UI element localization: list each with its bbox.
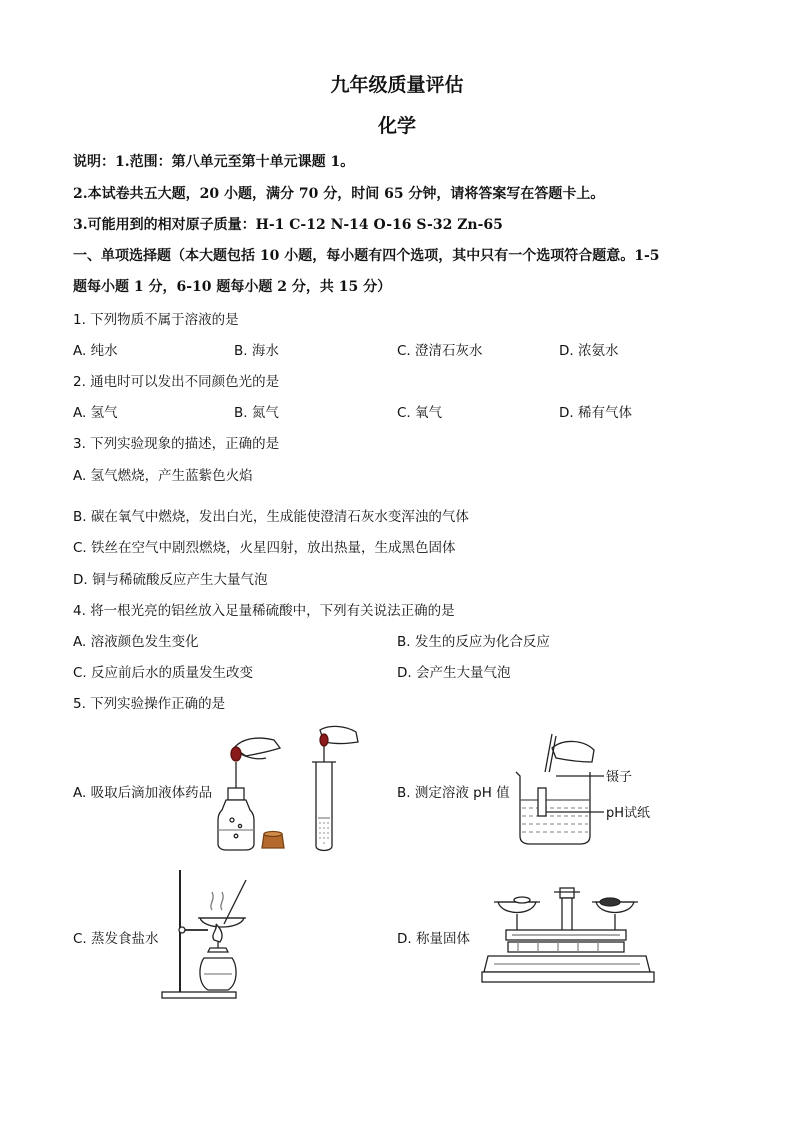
q5-option-b: B. 测定溶液 pH 值	[397, 785, 510, 801]
question-2-stem: 2. 通电时可以发出不同颜色光的是	[73, 374, 280, 390]
q2-option-b: B. 氮气	[234, 405, 279, 421]
evaporation-setup-figure	[158, 866, 268, 1002]
q3-option-d: D. 铜与稀硫酸反应产生大量气泡	[73, 572, 268, 588]
q4-option-b: B. 发生的反应为化合反应	[397, 634, 550, 650]
note-line-3: 3.可能用到的相对原子质量：H-1 C-12 N-14 O-16 S-32 Zn-65	[73, 217, 503, 233]
exam-title: 九年级质量评估	[330, 74, 464, 96]
question-3-stem: 3. 下列实验现象的描述，正确的是	[73, 436, 280, 452]
q2-option-c: C. 氧气	[397, 405, 443, 421]
section-heading-line-2: 题每小题 1 分，6-10 题每小题 2 分，共 15 分）	[73, 279, 392, 295]
question-5-stem: 5. 下列实验操作正确的是	[73, 696, 226, 712]
q3-option-b: B. 碳在氧气中燃烧，发出白光，生成能使澄清石灰水变浑浊的气体	[73, 509, 469, 525]
q2-option-a: A. 氢气	[73, 405, 118, 421]
q3-option-a: A. 氢气燃烧，产生蓝紫色火焰	[73, 468, 253, 484]
q5-option-d: D. 称量固体	[397, 931, 470, 947]
q1-option-a: A. 纯水	[73, 343, 118, 359]
q1-option-d: D. 浓氨水	[559, 343, 619, 359]
q4-option-d: D. 会产生大量气泡	[397, 665, 511, 681]
dropper-bottle-figure	[212, 722, 372, 857]
ph-measurement-figure	[512, 728, 672, 850]
ph-paper-label: pH试纸	[606, 806, 651, 821]
question-1-stem: 1. 下列物质不属于溶液的是	[73, 312, 239, 328]
question-4-stem: 4. 将一根光亮的铝丝放入足量稀硫酸中，下列有关说法正确的是	[73, 603, 455, 619]
q5-option-c: C. 蒸发食盐水	[73, 931, 159, 947]
q3-option-c: C. 铁丝在空气中剧烈燃烧，火星四射，放出热量，生成黑色固体	[73, 540, 456, 556]
section-heading-line-1: 一、单项选择题（本大题包括 10 小题，每小题有四个选项，其中只有一个选项符合题意。1-5	[73, 248, 660, 264]
subject-title: 化学	[377, 115, 416, 137]
q1-option-c: C. 澄清石灰水	[397, 343, 483, 359]
balance-figure	[478, 882, 658, 990]
q4-option-a: A. 溶液颜色发生变化	[73, 634, 199, 650]
note-line-1: 说明：1.范围：第八单元至第十单元课题 1。	[73, 154, 355, 170]
note-line-2: 2.本试卷共五大题，20 小题，满分 70 分，时间 65 分钟，请将答案写在答题卡上。	[73, 186, 605, 202]
q4-option-c: C. 反应前后水的质量发生改变	[73, 665, 254, 681]
q2-option-d: D. 稀有气体	[559, 405, 632, 421]
q1-option-b: B. 海水	[234, 343, 279, 359]
tweezers-label: 镊子	[606, 770, 633, 785]
q5-option-a: A. 吸取后滴加液体药品	[73, 785, 213, 801]
